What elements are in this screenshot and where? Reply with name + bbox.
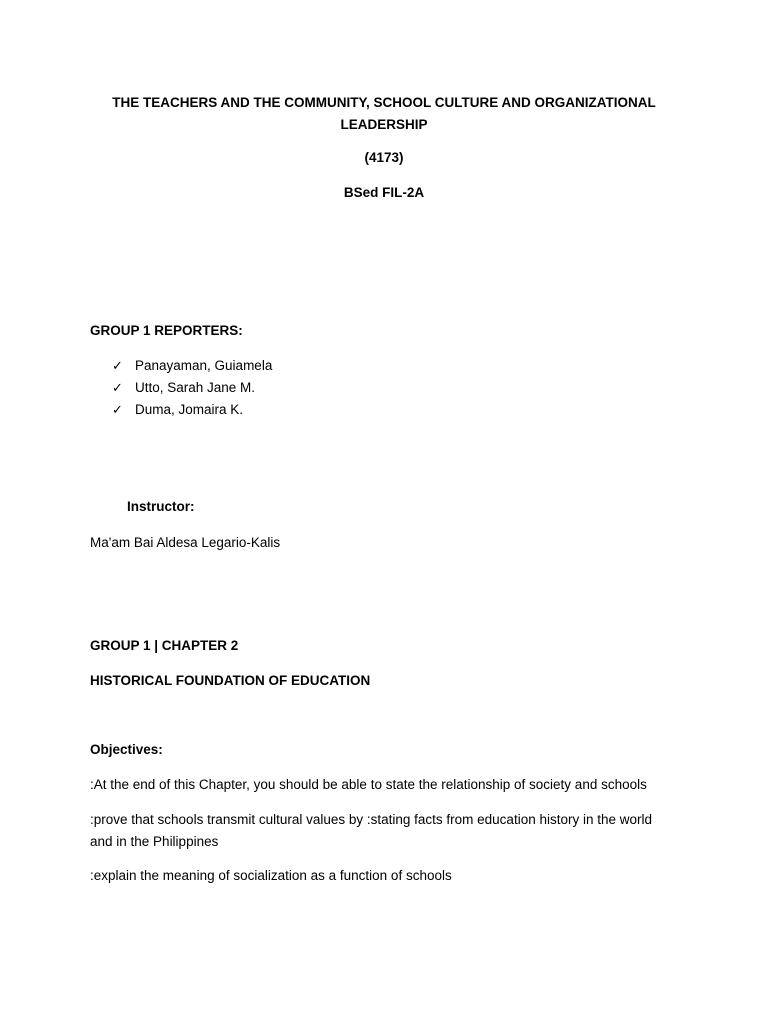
course-code: (4173) (364, 150, 404, 165)
objectives-heading: Objectives: (90, 742, 163, 757)
reporter-item (112, 380, 255, 396)
objective-item-2-line-1: :prove that schools transmit cultural values by :stating facts from education history in the world (90, 812, 653, 827)
check-icon: ✓ (112, 358, 123, 373)
document-title-line-2: LEADERSHIP (340, 117, 428, 132)
reporter-name: Duma, Jomaira K. (135, 402, 244, 417)
instructor-name: Ma'am Bai Aldesa Legario-Kalis (90, 535, 281, 550)
reporter-item (112, 402, 243, 418)
section-label: BSed FIL-2A (343, 185, 425, 200)
group-chapter-heading: GROUP 1 | CHAPTER 2 (90, 638, 239, 653)
reporter-name: Panayaman, Guiamela (135, 358, 273, 373)
document-title-line-1: THE TEACHERS AND THE COMMUNITY, SCHOOL CULTURE AND ORGANIZATIONAL (112, 95, 656, 110)
check-icon: ✓ (112, 380, 123, 395)
objective-item-2-line-2: and in the Philippines (90, 834, 219, 849)
reporters-heading: GROUP 1 REPORTERS: (90, 323, 243, 338)
instructor-label: Instructor: (127, 499, 195, 514)
reporter-name: Utto, Sarah Jane M. (135, 380, 256, 395)
reporter-item (112, 358, 272, 374)
check-icon: ✓ (112, 402, 123, 417)
chapter-topic: HISTORICAL FOUNDATION OF EDUCATION (90, 673, 371, 688)
objective-item-3: :explain the meaning of socialization as a function of schools (90, 868, 452, 883)
objective-item-1: :At the end of this Chapter, you should be able to state the relationship of society and schools (90, 777, 647, 792)
